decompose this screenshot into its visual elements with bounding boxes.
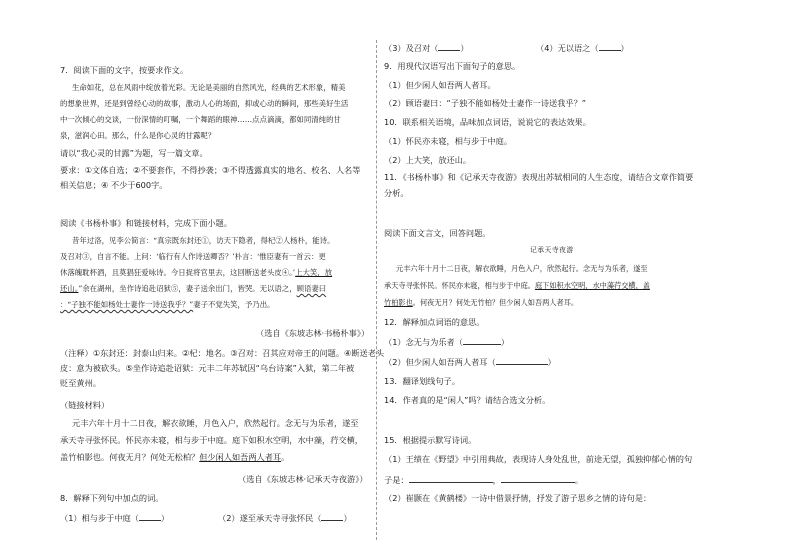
q12-item-close: ） (500, 337, 510, 347)
wavy-underlined-sentence: ：“子独不能如杨处士妻作一诗送我乎？” (60, 300, 194, 309)
reading-intro: 阅读《书杨朴事》和链接材料，完成下面小题。 (60, 218, 232, 228)
q8-item-close: ） (343, 513, 352, 523)
q7-instruction: 请以“我心灵的甘露”为题，写一篇文章。 (60, 148, 208, 158)
underlined-sentence: 但少闲人如吾两人者耳 (199, 452, 282, 462)
answer-blank[interactable] (501, 474, 575, 483)
passage-line: 元丰六年十月十二日夜，解衣欲睡，月色入户，欣然起行。念无与为乐者，遂至 (396, 264, 648, 273)
link-text-line: 承天寺寻张怀民。怀民亦未寝，相与步于中庭。庭下如积水空明，水中藻，荇交横， (60, 435, 363, 445)
q8-item-text: （2）遂至承天寺寻张怀民（ (218, 513, 322, 523)
left-column (60, 0, 385, 560)
q8-item-close: ） (620, 43, 629, 53)
answer-blank[interactable] (496, 356, 548, 365)
q8-item (218, 512, 352, 524)
answer-blank[interactable] (321, 512, 343, 521)
q8-item-close: ） (160, 513, 170, 523)
q14-title: 14．作者真的是“闲人”吗？请结合选文分析。 (384, 395, 551, 405)
q9-item: （2）顾语妻曰：“子独不能如杨处士妻作一诗送我乎？” (384, 98, 587, 108)
text-segment: 盖竹柏影也。何夜无月？何处无松柏？ (60, 452, 200, 462)
answer-blank[interactable] (409, 474, 493, 483)
passage-line (384, 298, 578, 308)
link-material-label: （链接材料） (60, 400, 110, 410)
source-citation: （选自《东坡志林·记承天寺夜游》） (238, 474, 368, 484)
q10-item: （2）上大笑，放还山。 (384, 155, 472, 165)
q12-item (384, 356, 556, 368)
q15-item-answer (384, 474, 583, 486)
classical-text-line: 及召对③，自言不能。上问：‘临行有人作诗送卿否？’朴言：‘惟臣妻有一首云：更 (60, 252, 326, 261)
wavy-underlined-sentence: 顾语妻曰 (296, 284, 327, 293)
text-segment: 。何夜无月？何处无竹柏？但少闲人如吾两人者耳。 (412, 298, 579, 307)
q8-title: 8．解释下列句中加点的词。 (60, 493, 164, 503)
q15-end: 。 (574, 475, 583, 485)
underlined-sentence: 竹柏影也 (384, 298, 413, 307)
underlined-sentence: 庭下如积水空明，水中藻荇交横，盖 (534, 281, 650, 290)
q8-item (384, 42, 469, 54)
text-segment: 妻子不觉失笑，予乃出。 (193, 300, 275, 309)
annotation-line: （注释）①东封还：封泰山归来。②杞：地名。③召对：召其应对帝王的问题。④断送老头 (60, 348, 385, 358)
q7-prompt-line: 中一次倾心的交谈，一份深情的叮嘱，一个舞蹈的眼神……点点滴滴，都如同清纯的甘 (60, 115, 341, 124)
q8-item-text: （1）相与步于中庭（ (60, 513, 139, 523)
text-segment: 承天寺寻张怀民。怀民亦未寝，相与步于中庭。 (384, 281, 535, 290)
text-segment: 休落魄耽杯酒，且莫猖狂爱咏诗。今日捉将官里去，这回断送老头皮④。’ (60, 268, 296, 277)
answer-blank[interactable] (599, 42, 621, 51)
q15-item: （2）崔颢在《黄鹤楼》一诗中借景抒情，抒发了游子思乡之情的诗句是： (384, 493, 652, 503)
q11-title-cont: 分析。 (384, 188, 409, 198)
text-segment: 。 (281, 452, 290, 462)
text-segment: ”余在湖州，坐作诗追赴诏狱⑤，妻子送余出门，皆哭。无以语之， (78, 284, 297, 293)
q7-title: 7．阅读下面的文字，按要求作文。 (60, 65, 189, 75)
q12-item-close: ） (547, 357, 556, 367)
answer-blank[interactable] (463, 336, 501, 345)
q8-item-text: （3）及召对（ (384, 43, 439, 53)
q12-title: 12．解释加点词语的意思。 (384, 317, 485, 327)
q8-item-text: （4）无以语之（ (536, 43, 599, 53)
q12-item-text: （2）但少闲人如吾两人者耳（ (384, 357, 496, 367)
reading-intro: 阅读下面文言文，回答问题。 (384, 228, 491, 238)
q8-item (536, 42, 629, 54)
q12-item (384, 336, 509, 348)
underlined-sentence: 还山。 (60, 284, 79, 293)
link-text-line: 元丰六年十月十二日夜，解衣欲睡，月色入户，欣然起行。念无与为乐者，遂至 (72, 418, 359, 428)
q15-separator: ， (492, 475, 501, 485)
q9-item: （1）但少闲人如吾两人者耳。 (384, 80, 496, 90)
answer-blank[interactable] (139, 512, 161, 521)
source-citation: （选自《东坡志林·书杨朴事》） (256, 328, 370, 338)
q10-title: 10．联系相关语境，品味加点词语，说说它的表达效果。 (384, 117, 591, 127)
right-column (384, 0, 734, 560)
q12-item-text: （1）念无与为乐者（ (384, 337, 463, 347)
q15-item: （1）王绩在《野望》中引用典故，表现诗人身处乱世，前途无望，孤独抑郁心情的句 (384, 454, 693, 464)
q7-requirements: 相关信息；④ 不少于600字。 (60, 180, 168, 190)
q15-item-text: 子是： (384, 475, 409, 485)
q7-prompt-line: 生命如花，总在风雨中绽放着光彩。无论是美丽的自然风光，经典的艺术形象，精美 (72, 83, 346, 92)
q7-prompt-line: 泉，滋润心田。那么，什么是你心灵的甘露呢？ (60, 131, 216, 140)
q13-title: 13．翻译划线句子。 (384, 376, 460, 386)
classical-text-line (60, 268, 332, 278)
classical-text-line (60, 300, 275, 310)
classical-text-line (60, 284, 326, 294)
classical-text-line: 昔年过洛，见李公简言：“真宗既东封还①，访天下隐者，得杞②人杨朴，能诗。 (72, 236, 335, 245)
passage-title: 记承天寺夜游 (530, 246, 574, 254)
q11-title: 11．《书杨朴事》和《记承天寺夜游》表现出苏轼相同的人生态度，请结合文章作简要 (384, 172, 694, 182)
underlined-sentence: 上大笑，放 (295, 268, 333, 277)
q8-item-close: ） (460, 43, 469, 53)
q8-item (60, 512, 169, 524)
answer-blank[interactable] (438, 42, 460, 51)
q7-requirements: 要求：①文体自选；②不要套作，不得抄袭；③不得透露真实的地名、校名、人名等 (60, 165, 361, 175)
link-text-line (60, 452, 289, 463)
annotation-line: 皮：意为被砍头。⑤坐作诗追赴诏狱：元丰二年苏轼因“乌台诗案”入狱，第二年被 (60, 363, 355, 373)
q15-title: 15．根据提示默写诗词。 (384, 435, 477, 445)
passage-line (384, 281, 650, 291)
q7-prompt-line: 的想象世界，还是到曾经心动的故事，激动人心的场面，抑或心动的瞬间，那些美好生活 (60, 99, 349, 108)
annotation-line: 贬至黄州。 (60, 378, 101, 388)
q10-item: （1）怀民亦未寝，相与步于中庭。 (384, 136, 513, 146)
q9-title: 9．用现代汉语写出下面句子的意思。 (384, 61, 521, 71)
